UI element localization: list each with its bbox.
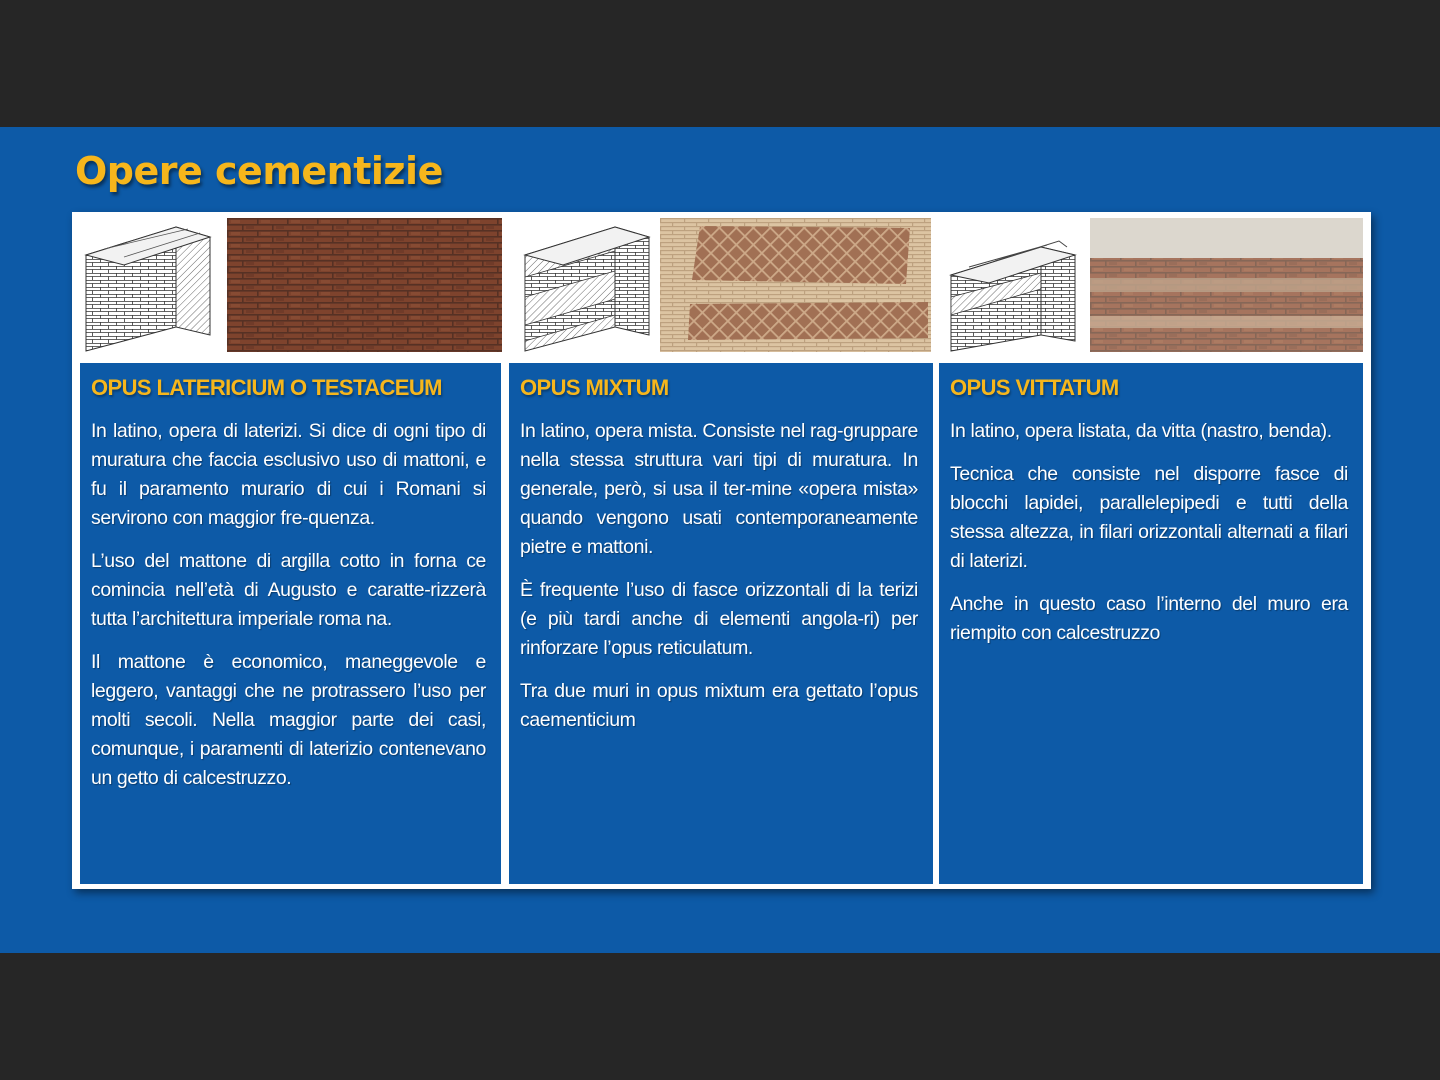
mixed-wall-diagram-icon — [523, 217, 653, 352]
column-opus-mixtum — [507, 212, 939, 889]
paragraph: Il mattone è economico, maneggevole e leggero, vantaggi che ne protrassero l’uso per molti secoli. Nella maggior parte dei casi, comunque, i paramenti di laterizio contenevano un getto di calcestruzzo. — [91, 651, 486, 789]
brick-wall-diagram-icon — [84, 217, 214, 352]
paragraph: In latino, opera mista. Consiste nel rag-gruppare nella stessa struttura vari tipi di muratura. In generale, però, si usa il ter-mine «opera mista» quando vengono usati contemporaneamente pietre e mattoni. — [520, 420, 918, 558]
paragraph: In latino, opera di laterizi. Si dice di ogni tipo di muratura che faccia esclusivo uso di mattoni, e fu il paramento murario di cui i Romani si servirono con maggior fre-quenza. — [91, 420, 486, 529]
paragraph: In latino, opera listata, da vitta (nastro, benda). — [950, 420, 1332, 442]
paragraph: Tecnica che consiste nel disporre fasce di blocchi lapidei, parallelepipedi e tutti della stessa altezza, in filari orizzontali alternati a filari di laterizi. — [950, 463, 1348, 572]
paragraph: Tra due muri in opus mixtum era gettato l’opus caementicium — [520, 680, 918, 731]
text-panel — [80, 363, 501, 884]
paragraph: L’uso del mattone di argilla cotto in forna ce comincia nell’età di Augusto e caratte-rizzerà tutta l’architettura imperiale roma na. — [91, 550, 486, 630]
slide — [0, 127, 1440, 953]
banded-wall-diagram-icon — [949, 217, 1079, 352]
text-panel — [939, 363, 1363, 884]
banded-wall-photo — [1090, 218, 1363, 352]
text-panel — [509, 363, 933, 884]
mixed-wall-photo — [660, 218, 931, 352]
section-heading: OPUS VITTATUM — [950, 375, 1119, 400]
section-heading: OPUS LATERICIUM O TESTACEUM — [91, 375, 442, 400]
slide-title: Opere cementizie — [75, 149, 443, 193]
brick-wall-photo — [227, 218, 502, 352]
content-board — [72, 212, 1371, 889]
column-opus-vittatum — [939, 212, 1371, 889]
paragraph: È frequente l’uso di fasce orizzontali di la terizi (e più tardi anche di elementi angola-ri) per rinforzare l’opus reticulatum. — [520, 579, 918, 659]
column-opus-latericium — [72, 212, 507, 889]
paragraph: Anche in questo caso l’interno del muro era riempito con calcestruzzo — [950, 593, 1348, 644]
section-heading: OPUS MIXTUM — [520, 375, 669, 400]
